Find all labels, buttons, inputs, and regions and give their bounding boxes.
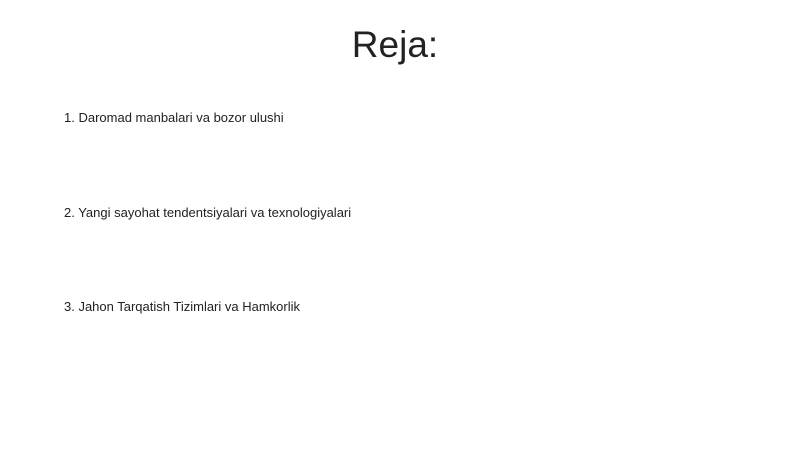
agenda-item-3: 3. Jahon Tarqatish Tizimlari va Hamkorlik: [64, 299, 301, 314]
agenda-item-1: 1. Daromad manbalari va bozor ulushi: [64, 110, 284, 125]
slide-title: Reja:: [351, 24, 439, 65]
agenda-item-2: 2. Yangi sayohat tendentsiyalari va texnologiyalari: [64, 205, 352, 220]
